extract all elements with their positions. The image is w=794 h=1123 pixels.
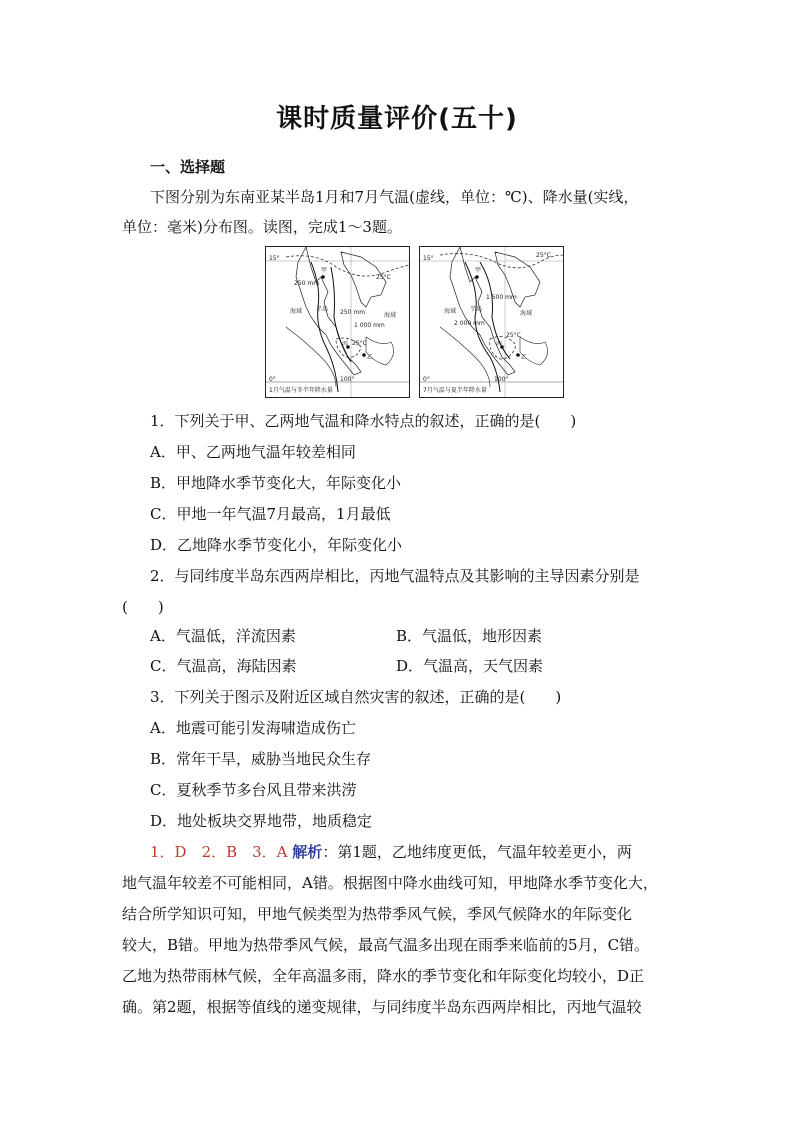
lat15-label: 15° bbox=[269, 255, 280, 262]
p2000-label: 2 000 mm bbox=[454, 320, 485, 327]
map-july bbox=[419, 246, 564, 398]
answer-keys: 1．D 2．B 3．A bbox=[150, 843, 288, 861]
p250-label-a: 250 mm bbox=[294, 280, 320, 287]
section-heading: 一、选择题 bbox=[150, 158, 226, 176]
t25-label-b: 25°C bbox=[352, 340, 367, 347]
analysis-text-2: 地气温年较差不可能相同，A错。根据图中降水曲线可知，甲地降水季节变化大， bbox=[122, 874, 658, 892]
analysis-text-1: ：第1题，乙地纬度更低，气温年较差更小，两 bbox=[322, 843, 632, 861]
bing-label: 丙 bbox=[496, 341, 503, 348]
map-caption: 1月气温与冬半年降水量 bbox=[269, 387, 333, 394]
q1-stem: 1．下列关于甲、乙两地气温和降水特点的叙述，正确的是( ) bbox=[150, 412, 577, 430]
q1-option-d: D．乙地降水季节变化小，年际变化小 bbox=[150, 536, 403, 554]
analysis-text-3: 结合所学知识可知，甲地气候类型为热带季风气候，季风气候降水的年际变化 bbox=[122, 905, 633, 923]
analysis-label: 解析 bbox=[292, 843, 323, 861]
q1-option-c: C．甲地一年气温7月最高，1月最低 bbox=[150, 505, 391, 523]
intro-line-1: 下图分别为东南亚某半岛1月和7月气温(虚线，单位：℃)、降水量(实线， bbox=[150, 188, 639, 206]
yi-label: 乙 bbox=[521, 354, 528, 361]
lat0-label: 0° bbox=[269, 376, 276, 383]
q3-option-a: A．地震可能引发海啸造成伤亡 bbox=[150, 719, 356, 737]
answer-line-1 bbox=[150, 841, 632, 862]
q1-option-a: A．甲、乙两地气温年较差相同 bbox=[150, 443, 356, 461]
lat0-label: 0° bbox=[423, 376, 430, 383]
q2-option-a: A．气温低，洋流因素 bbox=[150, 627, 296, 645]
page-title: 课时质量评价(五十) bbox=[276, 104, 518, 134]
q2-option-d: D．气温高，天气因素 bbox=[396, 657, 544, 675]
sea-label-2: 海域 bbox=[520, 310, 533, 317]
analysis-text-6: 确。第2题，根据等值线的递变规律，与同纬度半岛东西两岸相比，丙地气温较 bbox=[122, 998, 642, 1016]
analysis-text-5: 乙地为热带雨林气候，全年高温多雨，降水的季节变化和年际变化均较小，D正 bbox=[122, 967, 645, 985]
country-label: 半岛 bbox=[316, 306, 329, 313]
p1500-label: 1 500 mm bbox=[486, 294, 517, 301]
q2-option-c: C．气温高，海陆因素 bbox=[150, 657, 297, 675]
intro-line-2: 单位：毫米)分布图。读图，完成1～3题。 bbox=[122, 218, 402, 236]
q2-option-b: B．气温低，地形因素 bbox=[396, 627, 543, 645]
analysis-text-4: 较大，B错。甲地为热带季风气候，最高气温多出现在雨季来临前的5月，C错。 bbox=[122, 936, 650, 954]
sea-label-2: 海域 bbox=[384, 312, 397, 319]
jia-label: 甲 bbox=[321, 267, 328, 274]
bing-label: 丙 bbox=[342, 341, 349, 348]
map-january bbox=[265, 246, 410, 398]
map-caption: 7月气温与夏半年降水量 bbox=[423, 387, 487, 394]
p250-label-b: 250 mm bbox=[340, 309, 366, 316]
p1000-label: 1 000 mm bbox=[354, 322, 385, 329]
lon100-label: 100° bbox=[340, 376, 355, 383]
q2-stem-bracket: ( ) bbox=[122, 598, 164, 616]
sea-label-1: 海域 bbox=[290, 308, 303, 315]
q2-stem: 2．与同纬度半岛东西两岸相比，丙地气温特点及其影响的主导因素分别是 bbox=[150, 567, 640, 585]
q3-option-d: D．地处板块交界地带，地质稳定 bbox=[150, 812, 373, 830]
q3-stem: 3．下列关于图示及附近区域自然灾害的叙述，正确的是( ) bbox=[150, 688, 562, 706]
lon100-label: 100° bbox=[494, 376, 509, 383]
t25-label-a: 25°C bbox=[536, 252, 551, 259]
lat15-label: 15° bbox=[423, 255, 434, 262]
yi-label: 乙 bbox=[367, 354, 374, 361]
q1-option-b: B．甲地降水季节变化大，年际变化小 bbox=[150, 474, 402, 492]
t25-label-b: 25°C bbox=[506, 332, 521, 339]
jia-label: 甲 bbox=[475, 267, 482, 274]
country-label: 半岛 bbox=[470, 306, 483, 313]
sea-label-1: 海域 bbox=[444, 308, 457, 315]
q3-option-c: C．夏秋季节多台风且带来洪涝 bbox=[150, 781, 357, 799]
q3-option-b: B．常年干旱，威胁当地民众生存 bbox=[150, 750, 372, 768]
t25-label-a: 25°C bbox=[376, 274, 391, 281]
